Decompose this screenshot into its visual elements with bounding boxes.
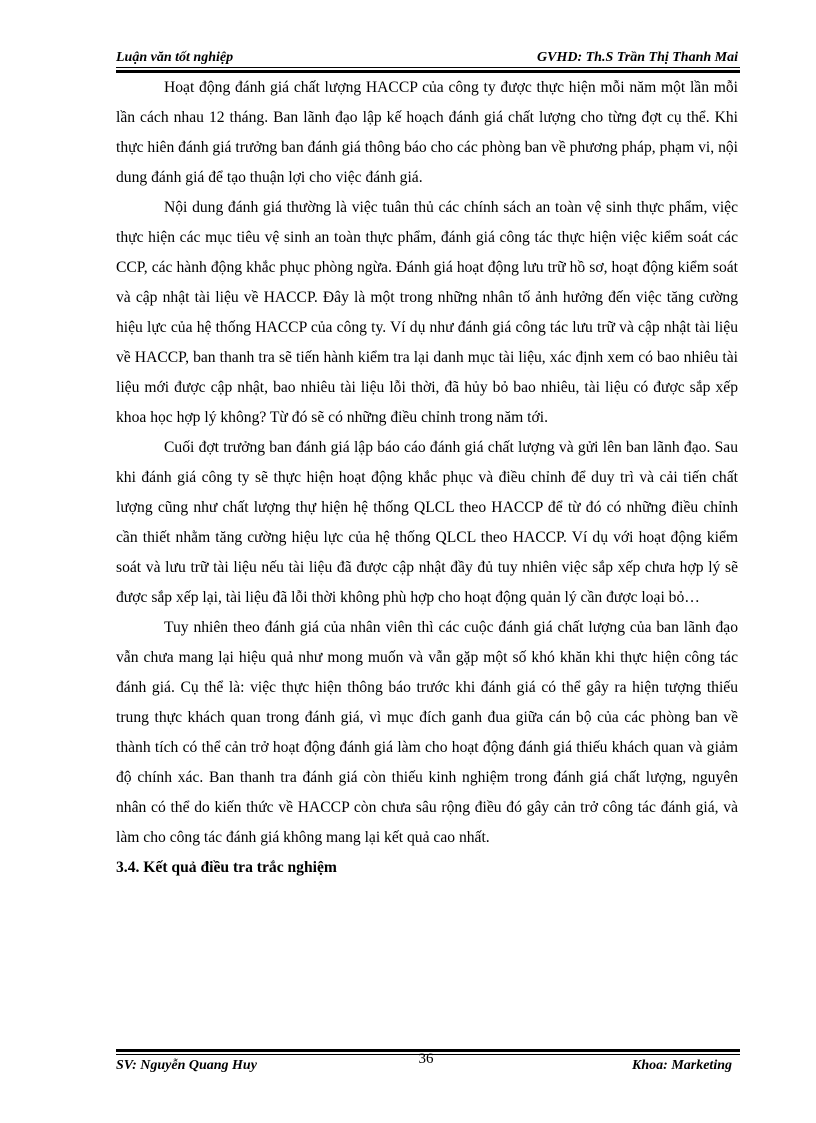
paragraph-1: Hoạt động đánh giá chất lượng HACCP của công ty được thực hiện mỗi năm một lần mỗi lần cách nhau 12 tháng. Ban lãnh đạo lập kế hoạch đánh giá chất lượng cho từng đợt cụ thể. Khi thực hiên đánh giá trưởng ban đánh giá thông báo cho các phòng ban về phương pháp, phạm vi, nội dung đánh giá để tạo thuận lợi cho việc đánh giá. xyxy=(116,79,738,186)
page-number: 36 xyxy=(418,1051,434,1067)
header-rule-thin xyxy=(116,67,740,68)
header-thesis-label: Luận văn tốt nghiệp xyxy=(116,50,234,65)
footer-faculty: Khoa: Marketing xyxy=(632,1058,732,1073)
page-footer xyxy=(116,1058,738,1078)
footer-student: SV: Nguyễn Quang Huy xyxy=(116,1058,257,1073)
document-body xyxy=(116,73,738,883)
paragraph-4: Tuy nhiên theo đánh giá của nhân viên thì các cuộc đánh giá chất lượng của ban lãnh đạo vẫn chưa mang lại hiệu quả như mong muốn và vẫn gặp một số khó khăn khi thực hiện công tác đánh giá. Cụ thể là: việc thực hiện thông báo trước khi đánh giá có thể gây ra hiện tượng thiếu trung thực khách quan trong đánh giá, vì mục đích ganh đua giữa cán bộ của các phòng ban về thành tích có thể cản trở hoạt động đánh giá làm cho hoạt động đánh giá thiếu khách quan và giảm độ chính xác. Ban thanh tra đánh giá còn thiếu kinh nghiệm trong đánh giá chất lượng, nguyên nhân có thể do kiến thức về HACCP còn chưa sâu rộng điều đó gây cản trở công tác đánh giá, và làm cho công tác đánh giá không mang lại kết quả cao nhất. xyxy=(116,619,738,846)
paragraph-2: Nội dung đánh giá thường là việc tuân thủ các chính sách an toàn vệ sinh thực phẩm, việc thực hiện các mục tiêu vệ sinh an toàn thực phẩm, đánh giá công tác thực hiện việc kiểm soát các CCP, các hành động khắc phục phòng ngừa. Đánh giá hoạt động lưu trữ hồ sơ, hoạt động kiểm soát và cập nhật tài liệu về HACCP. Đây là một trong những nhân tố ảnh hưởng đến việc tăng cường hiệu lực của hệ thống HACCP của công ty. Ví dụ như đánh giá công tác lưu trữ và cập nhật tài liệu về HACCP, ban thanh tra sẽ tiến hành kiểm tra lại danh mục tài liệu, xác định xem có bao nhiêu tài liệu mới được cập nhật, bao nhiêu tài liệu lỗi thời, đã hủy bỏ bao nhiêu, tài liệu có được sắp xếp khoa học hợp lý không? Từ đó sẽ có những điều chỉnh trong năm tới. xyxy=(116,199,738,426)
header-supervisor: GVHD: Th.S Trần Thị Thanh Mai xyxy=(537,50,738,65)
section-heading: 3.4. Kết quả điều tra trắc nghiệm xyxy=(116,859,337,876)
paragraph-3: Cuối đợt trưởng ban đánh giá lập báo cáo đánh giá chất lượng và gửi lên ban lãnh đạo. Sau khi đánh giá công ty sẽ thực hiện hoạt động khắc phục và điều chỉnh để duy trì và cải tiến chất lượng cũng như chất lượng thự hiện hệ thống QLCL theo HACCP để từ đó có những điều chỉnh cần thiết nhằm tăng cường hiệu lực của hệ thống QLCL theo HACCP. Ví dụ với hoạt động kiểm soát và lưu trữ tài liệu nếu tài liệu đã được cập nhật đầy đủ tuy nhiên việc sắp xếp chưa hợp lý sẽ được sắp xếp lại, tài liệu đã lỗi thời không phù hợp cho hoạt động quản lý cần được loại bỏ… xyxy=(116,439,738,606)
